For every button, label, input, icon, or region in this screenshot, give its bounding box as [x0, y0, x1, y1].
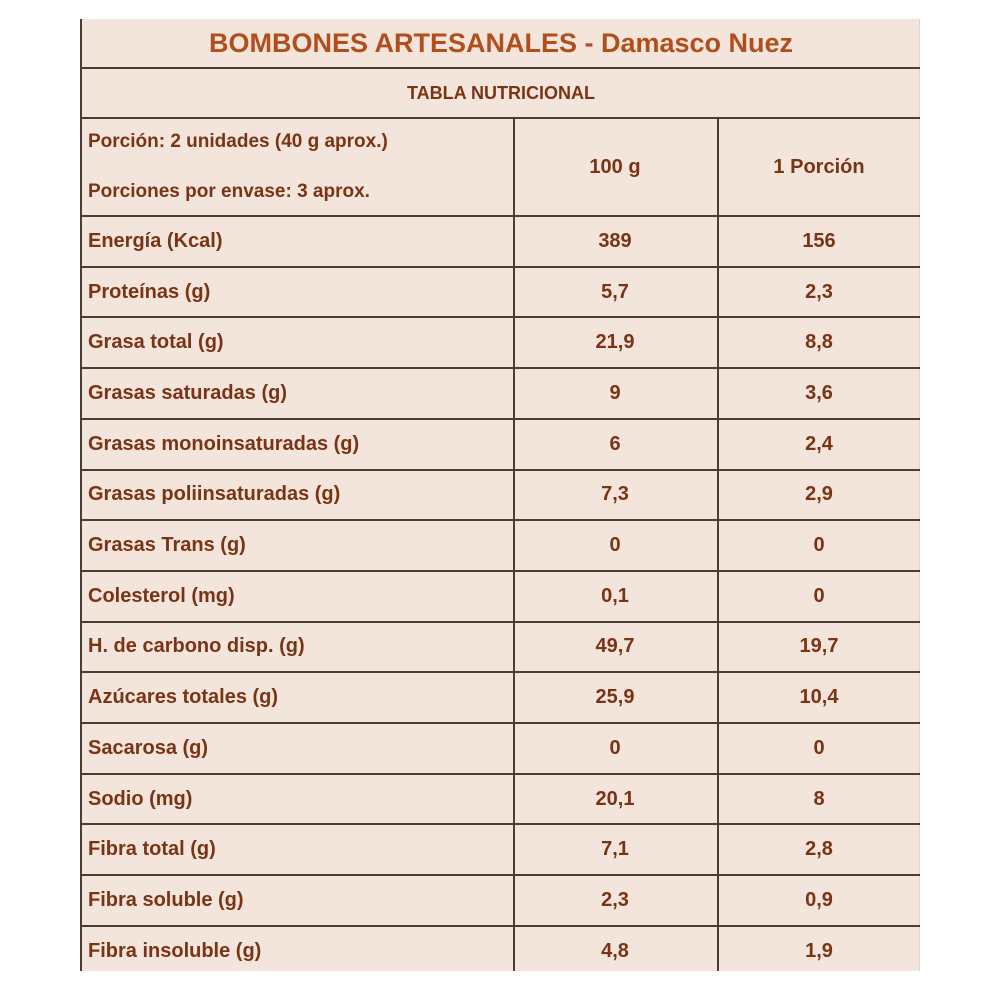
table-subtitle: TABLA NUTRICIONAL [82, 69, 920, 119]
row-divider [82, 215, 920, 217]
value-per-portion: 0 [813, 534, 825, 557]
value-per-portion: 1,9 [805, 939, 833, 962]
row-divider [82, 773, 920, 775]
value-per-portion: 3,6 [805, 381, 833, 404]
row-divider [82, 469, 920, 471]
nutrient-label: Azúcares totales (g) [88, 686, 279, 709]
row-divider [82, 671, 920, 673]
value-per-100g: 4,8 [601, 939, 629, 962]
value-per-portion: 2,9 [805, 483, 833, 506]
nutrient-label: Energía (Kcal) [88, 229, 223, 252]
value-per-portion: 2,8 [805, 838, 833, 861]
nutrient-label: H. de carbono disp. (g) [88, 635, 305, 658]
nutrient-label: Grasas Trans (g) [88, 534, 246, 557]
value-per-100g: 20,1 [595, 787, 635, 810]
value-per-100g: 0 [609, 736, 621, 759]
value-per-100g: 0,1 [601, 584, 629, 607]
nutrient-label: Proteínas (g) [88, 280, 211, 303]
row-divider [82, 316, 920, 318]
nutrient-label: Fibra soluble (g) [88, 888, 244, 911]
row-divider [82, 367, 920, 369]
nutrient-label: Grasa total (g) [88, 331, 224, 354]
row-divider [82, 874, 920, 876]
value-per-100g: 7,1 [601, 838, 629, 861]
row-divider [82, 925, 920, 927]
nutrient-label: Fibra total (g) [88, 838, 216, 861]
nutrient-label: Sacarosa (g) [88, 736, 209, 759]
value-per-100g: 6 [609, 432, 621, 455]
row-divider [82, 570, 920, 572]
value-per-portion: 0 [813, 736, 825, 759]
row-divider [82, 823, 920, 825]
value-per-100g: 2,3 [601, 888, 629, 911]
value-per-portion: 2,3 [805, 280, 833, 303]
row-divider [82, 418, 920, 420]
portion-text: Porción: 2 unidades (40 g aprox.) [88, 131, 388, 152]
value-per-portion: 0,9 [805, 888, 833, 911]
value-per-portion: 156 [802, 229, 836, 252]
nutrient-label: Sodio (mg) [88, 787, 193, 810]
value-per-portion: 10,4 [799, 686, 839, 709]
value-per-100g: 5,7 [601, 280, 629, 303]
row-divider [82, 621, 920, 623]
row-divider [82, 722, 920, 724]
row-divider [82, 266, 920, 268]
nutrient-label: Grasas monoinsaturadas (g) [88, 432, 360, 455]
nutrient-label: Grasas saturadas (g) [88, 381, 287, 404]
value-per-100g: 389 [598, 229, 632, 252]
table-title: BOMBONES ARTESANALES - Damasco Nuez [82, 19, 920, 69]
portion-info [88, 119, 508, 219]
column-header-portion: 1 Porción [773, 155, 865, 178]
value-per-100g: 0 [609, 534, 621, 557]
value-per-100g: 7,3 [601, 483, 629, 506]
row-divider [82, 519, 920, 521]
column-header-100g: 100 g [589, 155, 641, 178]
value-per-portion: 8 [813, 787, 825, 810]
value-per-100g: 25,9 [595, 686, 635, 709]
nutrient-label: Grasas poliinsaturadas (g) [88, 483, 341, 506]
nutrient-label: Colesterol (mg) [88, 584, 235, 607]
value-per-portion: 2,4 [805, 432, 833, 455]
value-per-100g: 9 [609, 381, 621, 404]
value-per-portion: 0 [813, 584, 825, 607]
value-per-100g: 49,7 [595, 635, 635, 658]
nutrition-table [80, 19, 920, 971]
value-per-100g: 21,9 [595, 331, 635, 354]
value-per-portion: 8,8 [805, 331, 833, 354]
value-per-portion: 19,7 [799, 635, 839, 658]
nutrient-label: Fibra insoluble (g) [88, 939, 262, 962]
portions-per-pack-text: Porciones por envase: 3 aprox. [88, 181, 370, 202]
